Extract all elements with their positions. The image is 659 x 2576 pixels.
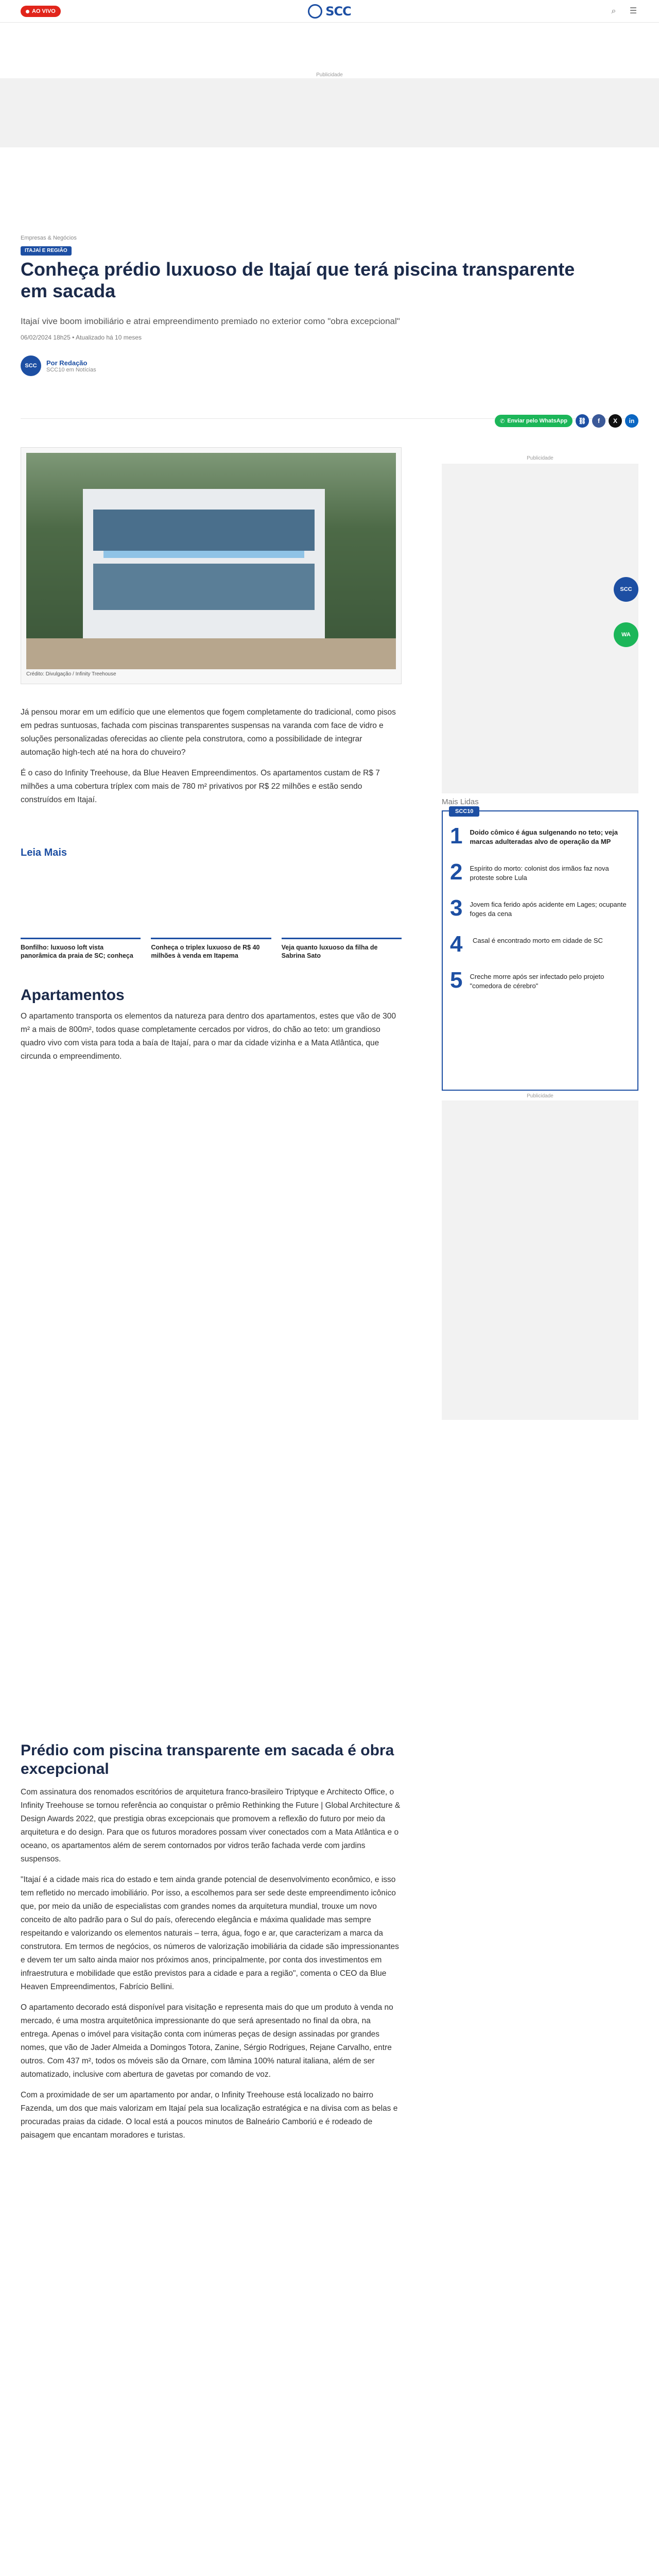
most-read-number: 2: [450, 859, 463, 885]
menu-icon[interactable]: ☰: [629, 7, 637, 15]
paragraph: O apartamento transporta os elementos da natureza para dentro dos apartamentos, estes que vão de 300 m² a mais de 800m², todos quase completamente cercados por vidros, do chão ao teto: um grandioso quadro vivo com vista para toda a baía de Itajaí, para o mar da cidade vizinha e a Mata Atlântica, que circunda o empreendimento.: [21, 1012, 396, 1061]
section2-body: [21, 1786, 402, 2149]
paragraph: Já pensou morar em um edifício que une elementos que fogem completamente do tradicional, como pisos em pedras suntuosas, fachada com piscinas transparentes suspensas na varanda com face de vidro e soluções personalizadas oferecidas ao cliente pela construtora, como a possibilidade de integrar automação high-tech até na hora do chuveiro?: [21, 708, 396, 757]
category-tag[interactable]: ITAJAÍ E REGIÃO: [21, 246, 72, 256]
most-read-number: 4: [450, 931, 463, 957]
most-read-item[interactable]: [450, 897, 630, 920]
most-read-box: [442, 810, 638, 1091]
most-read-text: Doido cômico é água sulgenando no teto; veja marcas adulteradas alvo de operação da MP: [470, 828, 618, 845]
most-read-item[interactable]: [450, 933, 630, 956]
top-ad-slot[interactable]: [0, 78, 659, 147]
logo-mark-icon: [308, 4, 322, 19]
related-links: [21, 938, 402, 960]
read-more-heading: Leia Mais: [21, 847, 67, 858]
paragraph: Com a proximidade de ser um apartamento por andar, o Infinity Treehouse está localizado no bairro Fazenda, um dos que mais valorizam em Itajaí pela sua localização estratégica e na divisa com as belas e procuradas praias da cidade. O local está a poucos minutos de Balneário Camboriú e é rodeado de paisagem que encantam moradores e turistas.: [21, 2091, 398, 2140]
linkedin-icon[interactable]: in: [625, 414, 638, 428]
photo-caption: Crédito: Divulgação / Infinity Treehouse: [26, 671, 116, 677]
most-read-label: SCC10: [449, 806, 479, 817]
header-actions: [609, 6, 638, 16]
author-block: [21, 355, 96, 376]
floating-whatsapp-button[interactable]: WA: [614, 622, 638, 647]
sidebar-ad-slot-2[interactable]: [442, 1100, 638, 1420]
ad-label-side-2: Publicidade: [527, 1093, 553, 1099]
most-read-item[interactable]: [450, 861, 630, 884]
article-dates: 06/02/2024 18h25 • Atualizado há 10 meses: [21, 334, 142, 341]
paragraph: O apartamento decorado está disponível para visitação e representa mais do que um produto à venda no mercado, é uma mostra arquitetônica impressionante do que será apresentado no final da obra, na entrega. Apenas o imóvel para visitação conta com inúmeras peças de design assinadas por grandes nomes, que vão de Jader Almeida a Domingos Totora, Zanine, Sérgio Rodrigues, Rejane Carvalho, entre outros. Com 437 m², todos os móveis são da Ornare, com lâmina 100% natural italiana, além de ser automatizado, inclusive com abertura de gavetas por comando de voz.: [21, 2003, 393, 2079]
author-sub: SCC10 em Notícias: [46, 366, 96, 373]
most-read-item[interactable]: [450, 825, 630, 848]
floating-scc-button[interactable]: SCC: [614, 577, 638, 602]
logo-text: SCC: [325, 4, 351, 19]
most-read-number: 1: [450, 823, 463, 849]
author-name[interactable]: Por Redação: [46, 359, 88, 367]
article-intro: [21, 706, 402, 814]
share-link-icon[interactable]: ⛓: [576, 414, 589, 428]
most-read-text: Casal é encontrado morto em cidade de SC: [473, 937, 603, 944]
section-heading-obra: Prédio com piscina transparente em sacada é obra excepcional: [21, 1742, 394, 1777]
article-subtitle: Itajaí vive boom imobiliário e atrai empreendimento premiado no exterior como "obra excepcional": [21, 316, 400, 326]
ad-label-side: Publicidade: [527, 455, 553, 461]
live-label: AO VIVO: [32, 8, 56, 14]
section1-body: [21, 1010, 402, 1071]
share-whatsapp-button[interactable]: [495, 415, 573, 427]
paragraph: Com assinatura dos renomados escritórios de arquitetura franco-brasileiro Triptyque e Architecto Office, o Infinity Treehouse se tornou referência ao conquistar o prêmio Rethinking the Future | Global Architecture & Design Awards 2022, que prestigia obras excepcionais que promovem a reflexão do futuro por meio da arquitetura e do design. Para que os futuros moradores possam viver conectados com a Mata Atlântica e o oceano, os apartamentos além de serem contornados por vidros terão fachada verde com jardins suspensos.: [21, 1788, 401, 1863]
most-read-number: 5: [450, 968, 463, 993]
whatsapp-icon: ✆: [500, 418, 505, 425]
most-read-title: Mais Lidas: [442, 798, 479, 806]
most-read-number: 3: [450, 895, 463, 921]
building-image: [26, 453, 396, 669]
search-icon[interactable]: ⌕: [611, 7, 616, 15]
breadcrumb[interactable]: Empresas & Negócios: [21, 235, 77, 241]
site-header: [0, 0, 659, 23]
most-read-text: Jovem fica ferido após acidente em Lages; ocupante foges da cena: [470, 901, 627, 918]
sidebar-ad-slot[interactable]: [442, 464, 638, 793]
site-logo[interactable]: [298, 3, 361, 20]
share-whatsapp-label: Enviar pelo WhatsApp: [507, 418, 567, 424]
avatar: SCC: [21, 355, 41, 376]
paragraph: É o caso do Infinity Treehouse, da Blue Heaven Empreendimentos. Os apartamentos custam de R$ 7 milhões a uma cobertura tríplex com mais de 780 m² privativos por R$ 22 milhões e estão sendo construídos em Itajaí.: [21, 769, 380, 804]
most-read-text: Espírito do morto: colonist dos irmãos faz nova proteste sobre Lula: [470, 865, 609, 882]
x-icon[interactable]: X: [609, 414, 622, 428]
most-read-widget: [442, 798, 638, 1091]
related-link[interactable]: Veja quanto luxuoso da filha de Sabrina Sato: [282, 938, 402, 960]
inline-ad-slot[interactable]: [21, 1087, 402, 1726]
article-photo: [21, 447, 402, 684]
page-title: Conheça prédio luxuoso de Itajaí que terá piscina transparente em sacada: [21, 259, 575, 301]
floating-buttons: [614, 577, 638, 647]
ad-label-top: Publicidade: [316, 72, 343, 78]
share-bar-top: [495, 414, 638, 428]
section-heading-apartamentos: Apartamentos: [21, 987, 125, 1004]
facebook-icon[interactable]: f: [592, 414, 605, 428]
live-dot-icon: [26, 10, 29, 13]
paragraph: "Itajaí é a cidade mais rica do estado e tem ainda grande potencial de desenvolvimento econômico, e isso tem refletido no mercado imobiliário. Por isso, a escolhemos para ser sede deste empreendimento icônico que, por meio da união de especialistas com grandes nomes da arquitetura mundial, trouxe um novo conceito de alto padrão para o Sul do país, oferecendo elegância e máxima qualidade mas sempre respeitando e valorizando os elementos naturais – terra, água, fogo e ar, que caracterizam a marca da construtora. Em termos de negócios, os números de valorização imobiliária da cidade são impressionantes e devem ter um salto ainda maior nos próximos anos, principalmente, por conta dos investimentos em infraestrutura e mobilidade que estão previstos para a cidade e para a região", comenta o CEO da Blue Heaven Empreendimentos, Fabrício Bellini.: [21, 1875, 399, 1991]
related-link[interactable]: Conheça o triplex luxuoso de R$ 40 milhões à venda em Itapema: [151, 938, 271, 960]
most-read-item[interactable]: [450, 969, 630, 992]
most-read-text: Creche morre após ser infectado pelo projeto "comedora de cérebro": [470, 973, 604, 990]
related-link[interactable]: Bonfilho: luxuoso loft vista panorâmica da praia de SC; conheça: [21, 938, 141, 960]
live-button[interactable]: [21, 6, 61, 17]
